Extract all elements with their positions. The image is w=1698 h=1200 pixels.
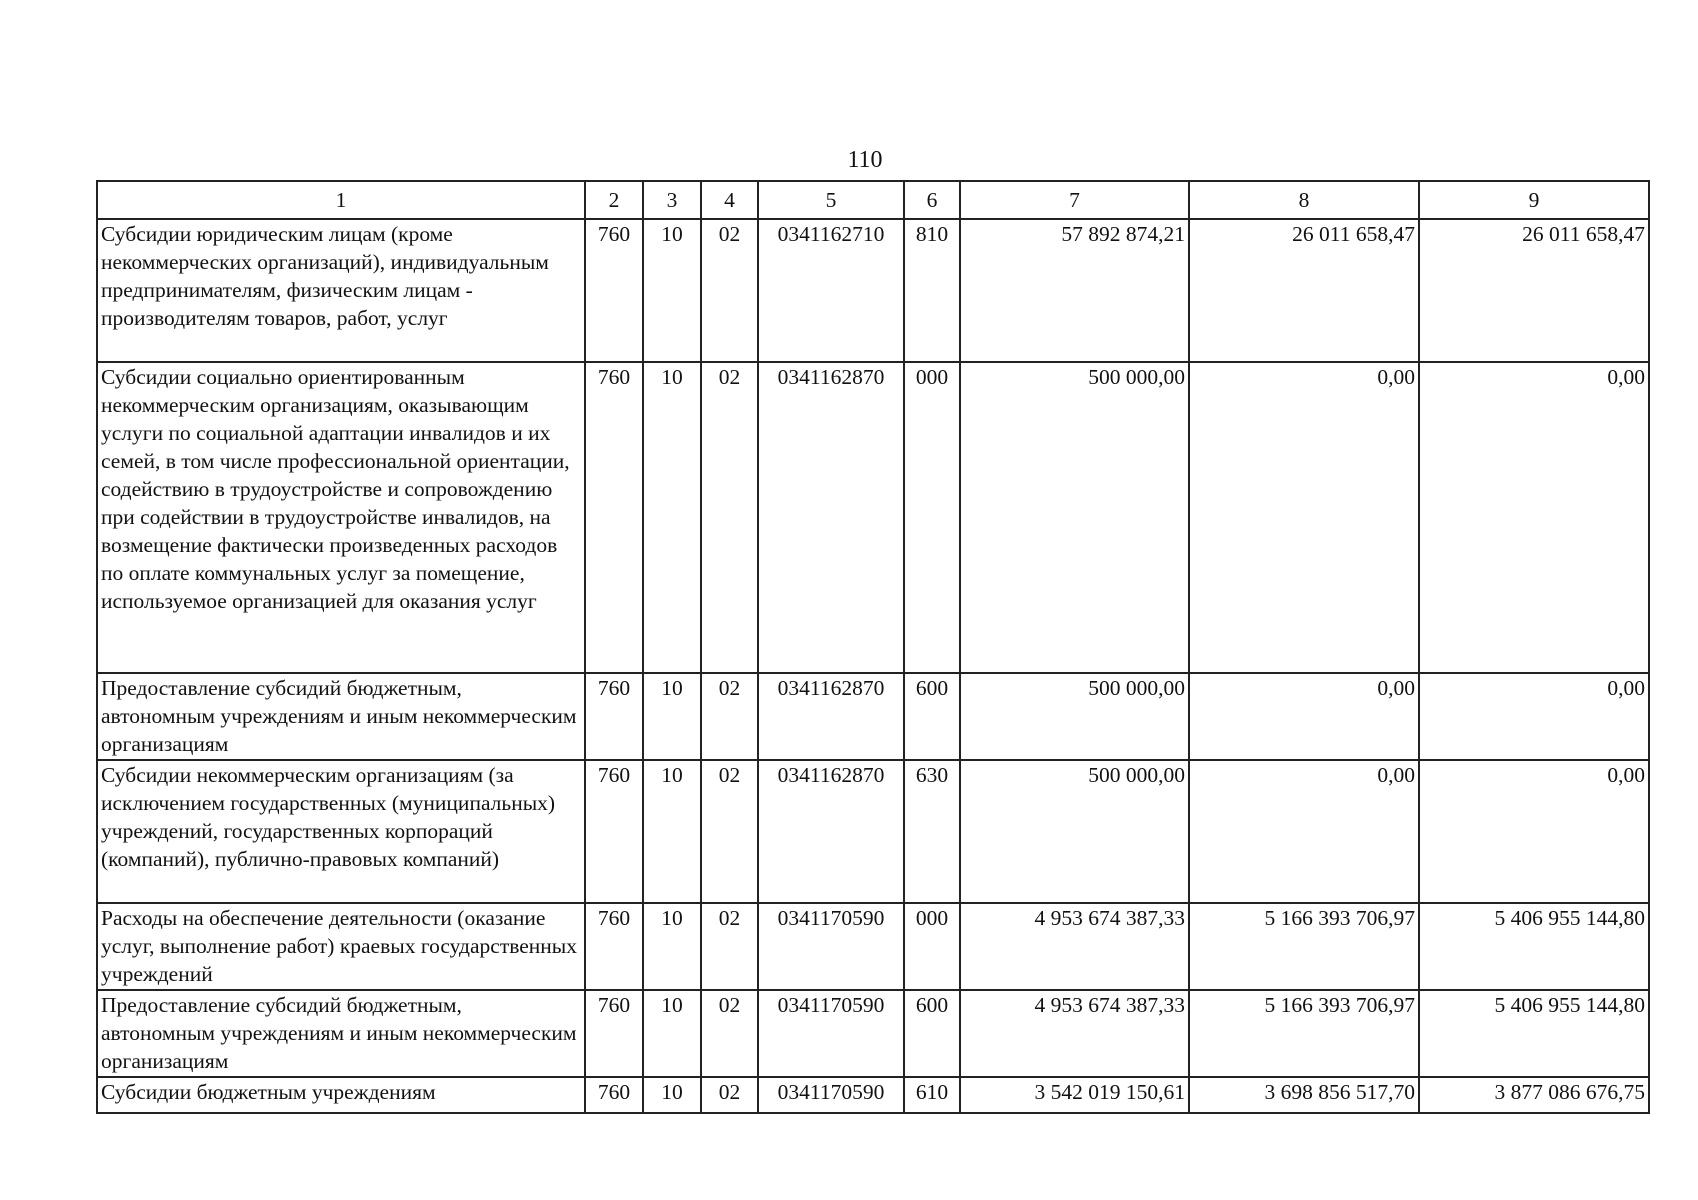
- row-ministry-code: 760: [585, 1077, 643, 1113]
- row-target-code: 0341162870: [758, 362, 904, 673]
- row-amount-col-7: 500 000,00: [960, 760, 1189, 903]
- table-row: [97, 760, 1649, 903]
- header-col-1: 1: [97, 181, 585, 219]
- row-ministry-code: 760: [585, 903, 643, 990]
- row-ministry-code: 760: [585, 673, 643, 760]
- row-amount-col-7: 4 953 674 387,33: [960, 903, 1189, 990]
- row-name: Расходы на обеспечение деятельности (оказание услуг, выполнение работ) краевых государственных учреждений: [97, 903, 585, 990]
- row-name: Предоставление субсидий бюджетным, автономным учреждениям и иным некоммерческим организациям: [97, 990, 585, 1077]
- page-number: 110: [847, 147, 883, 173]
- row-expense-type: 630: [904, 760, 960, 903]
- row-section-code: 10: [643, 990, 701, 1077]
- row-amount-col-9: 26 011 658,47: [1419, 219, 1649, 362]
- row-amount-col-9: 0,00: [1419, 673, 1649, 760]
- row-amount-col-9: 5 406 955 144,80: [1419, 903, 1649, 990]
- row-section-code: 10: [643, 219, 701, 362]
- row-amount-col-9: 3 877 086 676,75: [1419, 1077, 1649, 1113]
- row-name: Субсидии юридическим лицам (кроме некоммерческих организаций), индивидуальным предпринимателям, физическим лицам - производителям товаров, работ, услуг: [97, 219, 585, 362]
- row-section-code: 10: [643, 903, 701, 990]
- header-col-7: 7: [960, 181, 1189, 219]
- row-amount-col-8: 3 698 856 517,70: [1189, 1077, 1419, 1113]
- row-subsection-code: 02: [701, 760, 758, 903]
- row-expense-type: 810: [904, 219, 960, 362]
- row-name: Субсидии социально ориентированным некоммерческим организациям, оказывающим услуги по социальной адаптации инвалидов и их семей, в том числе профессиональной ориентации, содействию в трудоустройстве и сопровождению при содействии в трудоустройстве инвалидов, на возмещение фактически произведенных расходов по оплате коммунальных услуг за помещение, используемое организацией для оказания услуг: [97, 362, 585, 673]
- table-row: [97, 219, 1649, 362]
- row-target-code: 0341162870: [758, 760, 904, 903]
- row-expense-type: 600: [904, 673, 960, 760]
- header-col-5: 5: [758, 181, 904, 219]
- row-subsection-code: 02: [701, 990, 758, 1077]
- row-amount-col-8: 0,00: [1189, 760, 1419, 903]
- row-amount-col-8: 0,00: [1189, 362, 1419, 673]
- row-amount-col-9: 5 406 955 144,80: [1419, 990, 1649, 1077]
- header-col-2: 2: [585, 181, 643, 219]
- header-col-3: 3: [643, 181, 701, 219]
- header-col-4: 4: [701, 181, 758, 219]
- row-amount-col-7: 57 892 874,21: [960, 219, 1189, 362]
- row-subsection-code: 02: [701, 1077, 758, 1113]
- row-name: Субсидии некоммерческим организациям (за исключением государственных (муниципальных) учреждений, государственных корпораций (компаний), публично-правовых компаний): [97, 760, 585, 903]
- row-amount-col-7: 3 542 019 150,61: [960, 1077, 1189, 1113]
- row-expense-type: 610: [904, 1077, 960, 1113]
- row-section-code: 10: [643, 1077, 701, 1113]
- row-expense-type: 000: [904, 903, 960, 990]
- header-col-9: 9: [1419, 181, 1649, 219]
- row-ministry-code: 760: [585, 362, 643, 673]
- row-target-code: 0341162870: [758, 673, 904, 760]
- table-row: [97, 673, 1649, 760]
- row-expense-type: 000: [904, 362, 960, 673]
- row-amount-col-8: 26 011 658,47: [1189, 219, 1419, 362]
- row-ministry-code: 760: [585, 219, 643, 362]
- header-col-6: 6: [904, 181, 960, 219]
- header-row: [97, 181, 1649, 219]
- table-row: [97, 362, 1649, 673]
- row-section-code: 10: [643, 760, 701, 903]
- row-amount-col-7: 500 000,00: [960, 673, 1189, 760]
- table-row: [97, 1077, 1649, 1113]
- table-row: [97, 903, 1649, 990]
- row-target-code: 0341170590: [758, 1077, 904, 1113]
- row-section-code: 10: [643, 362, 701, 673]
- row-target-code: 0341170590: [758, 990, 904, 1077]
- row-section-code: 10: [643, 673, 701, 760]
- row-target-code: 0341170590: [758, 903, 904, 990]
- row-name: Субсидии бюджетным учреждениям: [97, 1077, 585, 1113]
- row-amount-col-7: 500 000,00: [960, 362, 1189, 673]
- row-amount-col-8: 5 166 393 706,97: [1189, 990, 1419, 1077]
- budget-table: [96, 180, 1650, 1114]
- row-amount-col-9: 0,00: [1419, 362, 1649, 673]
- row-name: Предоставление субсидий бюджетным, автономным учреждениям и иным некоммерческим организациям: [97, 673, 585, 760]
- row-subsection-code: 02: [701, 673, 758, 760]
- row-amount-col-7: 4 953 674 387,33: [960, 990, 1189, 1077]
- row-expense-type: 600: [904, 990, 960, 1077]
- row-subsection-code: 02: [701, 362, 758, 673]
- table-row: [97, 990, 1649, 1077]
- row-amount-col-9: 0,00: [1419, 760, 1649, 903]
- row-ministry-code: 760: [585, 990, 643, 1077]
- row-amount-col-8: 5 166 393 706,97: [1189, 903, 1419, 990]
- row-amount-col-8: 0,00: [1189, 673, 1419, 760]
- row-ministry-code: 760: [585, 760, 643, 903]
- row-target-code: 0341162710: [758, 219, 904, 362]
- row-subsection-code: 02: [701, 903, 758, 990]
- row-subsection-code: 02: [701, 219, 758, 362]
- header-col-8: 8: [1189, 181, 1419, 219]
